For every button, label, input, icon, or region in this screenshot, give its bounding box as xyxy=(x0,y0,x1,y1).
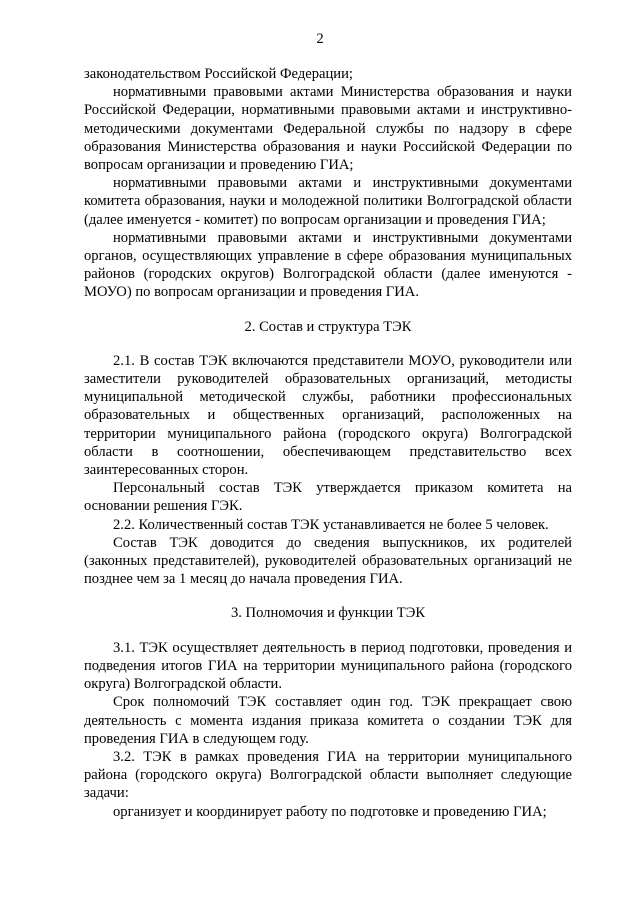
section-3-heading: 3. Полномочия и функции ТЭК xyxy=(230,605,426,622)
section-2-paragraph-2: Персональный состав ТЭК утверждается приказом комитета на основании решения ГЭК. xyxy=(84,480,572,515)
section-2-paragraph-4: Состав ТЭК доводится до сведения выпускников, их родителей (законных представителей), руководителей образовательных организаций не позднее чем за 1 месяц до начала проведения ГИА. xyxy=(84,534,572,588)
section-3-paragraph-1: 3.1. ТЭК осуществляет деятельность в период подготовки, проведения и подведения итогов ГИА на территории муниципального района (городского округа) Волгоградской области. xyxy=(84,639,572,693)
section-3-paragraph-2: Срок полномочий ТЭК составляет один год. ТЭК прекращает свою деятельность с момента издания приказа комитета о создании ТЭК для проведения ГИА в следующем году. xyxy=(84,694,572,747)
section-2-heading: 2. Состав и структура ТЭК xyxy=(244,318,412,335)
intro-paragraph-2: нормативными правовыми актами Министерства образования и науки Российской Федерации, нормативными правовыми актами и инструктивно-методическими документами Федеральной службы по надзору в сфере образования Министерства образования и науки Российской Федерации по вопросам организации и проведению ГИА; xyxy=(84,84,572,174)
document-body xyxy=(84,65,572,821)
section-2-paragraph-3: 2.2. Количественный состав ТЭК устанавливается не более 5 человек. xyxy=(113,516,549,533)
intro-paragraph-3: нормативными правовыми актами и инструктивными документами комитета образования, науки и молодежной политики Волгоградской области (далее именуется - комитет) по вопросам организации и проведения ГИА; xyxy=(84,175,572,228)
section-3-paragraph-3: 3.2. ТЭК в рамках проведения ГИА на территории муниципального района (городского округа) Волгоградской области выполняет следующие задачи: xyxy=(84,748,572,802)
intro-paragraph-4: нормативными правовыми актами и инструктивными документами органов, осуществляющих управление в сфере образования муниципальных районов (городских округов) Волгоградской области (далее именуются - МОУО) по вопросам организации и проведения ГИА. xyxy=(84,229,572,301)
intro-paragraph-1: законодательством Российской Федерации; xyxy=(84,66,353,82)
section-2-paragraph-1: 2.1. В состав ТЭК включаются представители МОУО, руководители или заместители руководителей образовательных организаций, методисты муниципальной методической службы, работники профессиональных образовательных и общественных организаций, расположенных на территории муниципального района (городского округа) Волгоградской области в соотношении, обеспечивающем представительство всех заинтересованных сторон. xyxy=(84,352,572,479)
section-3-paragraph-4: организует и координирует работу по подготовке и проведению ГИА; xyxy=(113,803,547,820)
page-number: 2 xyxy=(316,31,324,47)
